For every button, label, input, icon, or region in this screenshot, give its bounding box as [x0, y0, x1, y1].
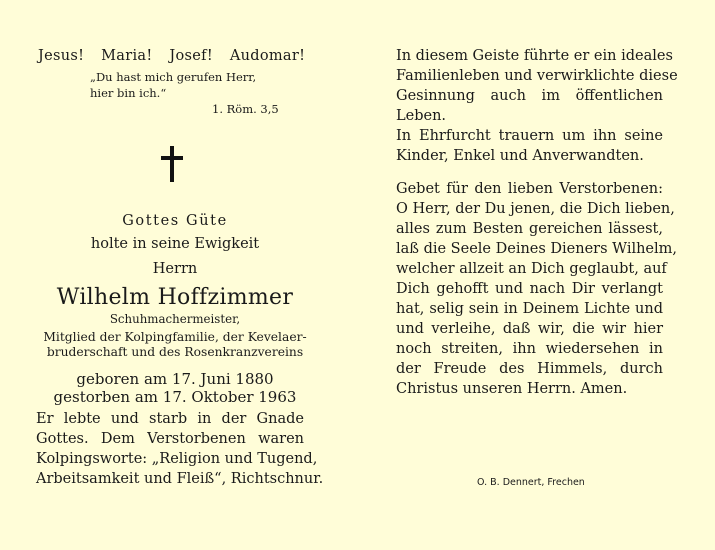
family-text-line: Familienleben und verwirklichte diese: [396, 68, 678, 84]
herr-line: Herrn: [152, 261, 198, 277]
death-date: gestorben am 17. Oktober 1963: [53, 388, 297, 406]
prayer-line: laß die Seele Deines Dieners Wilhelm,: [396, 241, 678, 257]
bible-quote-line-1: „Du hast mich gerufen Herr,: [90, 70, 257, 84]
prayer-line: Christus unseren Herrn. Amen.: [396, 381, 628, 397]
prayer-line: hat, selig sein in Deinem Lichte und: [396, 301, 663, 317]
family-text-line: Leben.: [396, 108, 447, 124]
cross-icon: [160, 146, 184, 182]
prayer-line: O Herr, der Du jenen, die Dich lieben,: [396, 201, 675, 217]
membership-line-2: bruderschaft und des Rosenkranzvereins: [46, 345, 304, 359]
life-text-line: Gottes. Dem Verstorbenen waren: [36, 431, 304, 447]
prayer-line: alles zum Besten gereichen lässest,: [396, 221, 663, 237]
right-page: [358, 0, 715, 550]
printer-credit: O. B. Dennert, Frechen: [477, 477, 585, 488]
prayer-line: welcher allzeit an Dich geglaubt, auf: [396, 261, 667, 277]
prayer-line: und verleihe, daß wir, die wir hier: [396, 321, 663, 337]
bible-quote-line-2: hier bin ich.“: [90, 86, 167, 100]
life-text-line: Er lebte und starb in der Gnade: [36, 411, 304, 427]
mourning-text-line: In Ehrfurcht trauern um ihn seine: [396, 128, 663, 144]
gottes-guete-heading: Gottes Güte: [122, 213, 228, 229]
prayer-line: Dich gehofft und nach Dir verlangt: [396, 281, 663, 297]
eternity-line: holte in seine Ewigkeit: [90, 236, 260, 252]
left-page: [0, 0, 350, 550]
membership-line-1: Mitglied der Kolpingfamilie, der Kevelaer-: [43, 330, 307, 344]
saints-invocation: Jesus! Maria! Josef! Audomar!: [38, 48, 306, 64]
life-text-line: Kolpingsworte: „Religion und Tugend,: [36, 451, 318, 467]
deceased-name: Wilhelm Hoffzimmer: [56, 285, 294, 310]
prayer-line: noch streiten, ihn wiedersehen in: [396, 341, 663, 357]
prayer-line: Gebet für den lieben Verstorbenen:: [396, 181, 663, 197]
mourning-text-line: Kinder, Enkel und Anverwandten.: [396, 148, 644, 164]
family-text-line: Gesinnung auch im öffentlichen: [396, 88, 663, 104]
prayer-line: der Freude des Himmels, durch: [396, 361, 663, 377]
birth-date: geboren am 17. Juni 1880: [76, 370, 274, 388]
bible-quote-reference: 1. Röm. 3,5: [212, 102, 279, 116]
family-text-line: In diesem Geiste führte er ein ideales: [396, 48, 673, 64]
life-text-line: Arbeitsamkeit und Fleiß“, Richtschnur.: [36, 471, 324, 487]
occupation: Schuhmachermeister,: [109, 312, 241, 326]
